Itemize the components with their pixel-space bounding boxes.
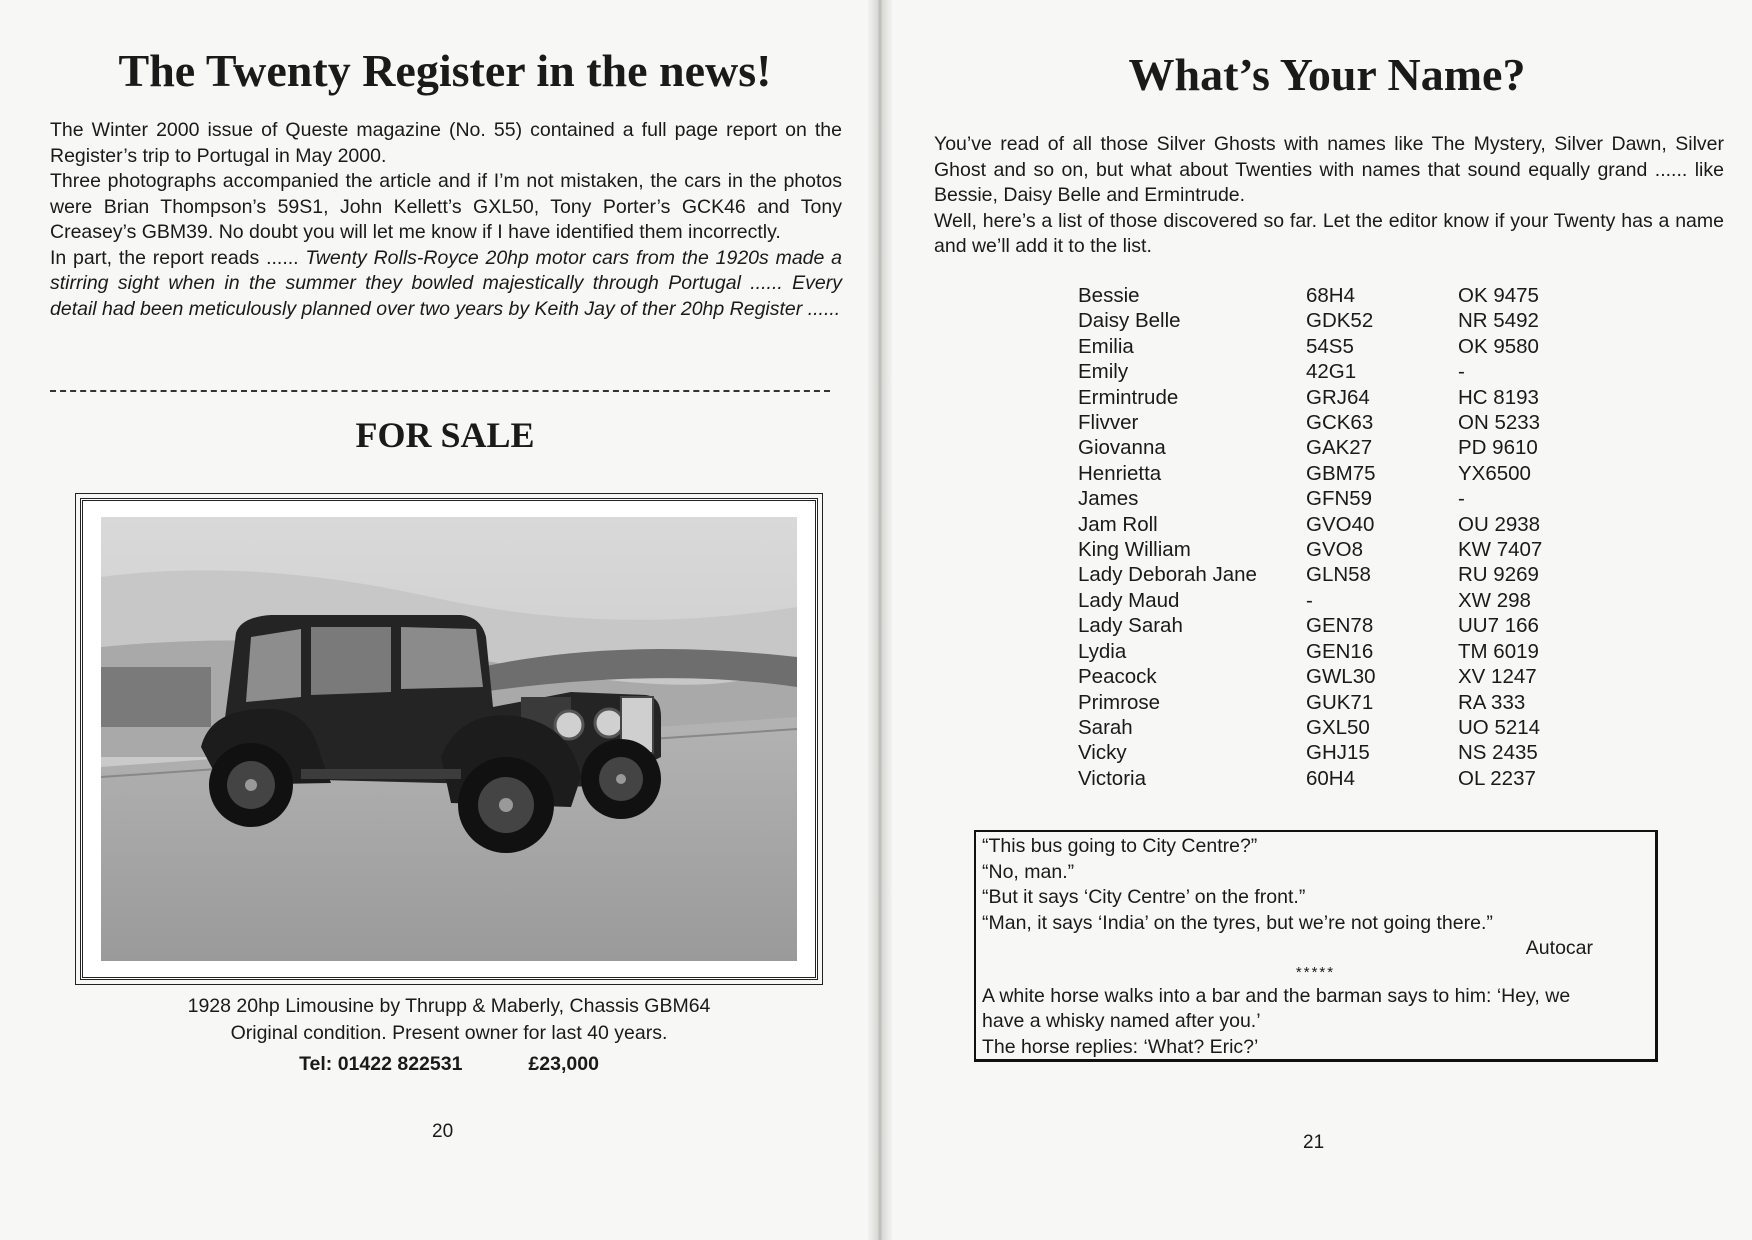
names-intro (934, 132, 1724, 260)
table-row (1078, 385, 1578, 410)
chassis-cell: 68H4 (1306, 284, 1356, 307)
news-paragraph-3 (50, 246, 842, 323)
car-name-cell: Lady Sarah (1078, 614, 1183, 638)
table-row (1078, 690, 1578, 715)
table-row (1078, 461, 1578, 486)
book-gutter (868, 0, 892, 1240)
joke-line-6: have a whisky named after you.’ (982, 1010, 1261, 1032)
joke-attribution: Autocar (1525, 937, 1593, 959)
chassis-cell: GCK63 (1306, 411, 1374, 435)
chassis-cell: GVO8 (1306, 538, 1363, 562)
car-name-cell: Emily (1078, 360, 1129, 384)
chassis-cell: GLN58 (1306, 563, 1371, 587)
joke-line-4: “Man, it says ‘India’ on the tyres, but we’re not going there.” (982, 911, 1493, 934)
car-name-cell: Victoria (1078, 766, 1146, 790)
joke-line-5: A white horse walks into a bar and the barman says to him: ‘Hey, we (982, 984, 1571, 1007)
car-name-cell: Lydia (1078, 639, 1127, 663)
car-name-cell: Peacock (1078, 665, 1157, 689)
chassis-cell: GVO40 (1306, 512, 1375, 536)
chassis-cell: GHJ15 (1306, 741, 1370, 765)
registration-cell: UU7 166 (1458, 614, 1539, 638)
car-name-cell: Henrietta (1078, 461, 1162, 485)
car-name-cell: James (1078, 487, 1139, 511)
photo-caption-line-2: Original condition. Present owner for last 40 years. (230, 1022, 668, 1044)
registration-cell: ON 5233 (1458, 411, 1541, 435)
table-row (1078, 410, 1578, 435)
table-row (1078, 435, 1578, 460)
registration-cell: KW 7407 (1458, 538, 1543, 562)
car-name-cell: Bessie (1078, 284, 1140, 307)
joke-line-3: “But it says ‘City Centre’ on the front.” (982, 886, 1306, 908)
names-paragraph-2: Well, here’s a list of those discovered so far. Let the editor know if your Twenty has a name and we’ll add it to the list. (934, 209, 1724, 257)
table-row (1078, 562, 1578, 587)
registration-cell: OK 9580 (1458, 334, 1539, 358)
chassis-cell: GBM75 (1306, 461, 1376, 485)
page-number-left: 20 (432, 1121, 454, 1142)
sale-contact-row (80, 1053, 818, 1076)
table-row (1078, 334, 1578, 359)
registration-cell: XV 1247 (1458, 665, 1537, 689)
table-row (1078, 664, 1578, 689)
table-row (1078, 512, 1578, 537)
table-row (1078, 588, 1578, 613)
table-row (1078, 283, 1578, 308)
car-name-cell: Giovanna (1078, 436, 1166, 460)
car-name-cell: Emilia (1078, 334, 1134, 358)
page-number-right: 21 (1303, 1132, 1325, 1153)
telephone-number: Tel: 01422 822531 (299, 1053, 463, 1075)
registration-cell: NS 2435 (1458, 741, 1538, 765)
joke-line-7: The horse replies: ‘What? Eric?’ (982, 1035, 1259, 1058)
report-quote: Twenty Rolls-Royce 20hp motor cars from the 1920s made a stirring sight when in the summer they bowled majestically through Portugal ...... Every detail had been meticulously planned over two years by Keith Jay of ther 20hp Register ...... (50, 246, 842, 320)
table-row (1078, 715, 1578, 740)
car-name-cell: Vicky (1078, 741, 1127, 765)
photo-caption-line-1: 1928 20hp Limousine by Thrupp & Maberly, Chassis GBM64 (187, 995, 711, 1017)
names-heading: What’s Your Name? (1128, 49, 1526, 100)
chassis-cell: GXL50 (1306, 715, 1370, 739)
registration-cell: OU 2938 (1458, 512, 1541, 536)
registration-cell: XW 298 (1458, 588, 1531, 612)
for-sale-heading: FOR SALE (355, 415, 535, 455)
registration-cell: - (1458, 487, 1465, 511)
registration-cell: OK 9475 (1458, 284, 1539, 307)
news-article (50, 118, 842, 322)
jokes-box (974, 830, 1658, 1062)
car-name-cell: Jam Roll (1078, 512, 1158, 536)
chassis-cell: GEN78 (1306, 614, 1374, 638)
joke-line-2: “No, man.” (982, 860, 1075, 883)
car-name-cell: Daisy Belle (1078, 309, 1181, 333)
registration-cell: UO 5214 (1458, 715, 1541, 739)
news-paragraph-1: The Winter 2000 issue of Queste magazine (No. 55) contained a full page report on the Register’s trip to Portugal in May 2000. (50, 119, 842, 167)
chassis-cell: GEN16 (1306, 639, 1374, 663)
chassis-cell: GRJ64 (1306, 385, 1370, 409)
dashed-divider (50, 390, 830, 392)
car-name-cell: Sarah (1078, 715, 1133, 739)
chassis-cell: GAK27 (1306, 436, 1373, 460)
chassis-cell: GDK52 (1306, 309, 1374, 333)
table-row (1078, 613, 1578, 638)
car-name-cell: Ermintrude (1078, 385, 1179, 409)
report-intro: In part, the report reads ...... (50, 246, 299, 269)
registration-cell: PD 9610 (1458, 436, 1538, 460)
chassis-cell: GUK71 (1306, 690, 1374, 714)
news-paragraph-2: Three photographs accompanied the article and if I’m not mistaken, the cars in the photos were Brian Thompson’s 59S1, John Kellett’s GXL50, Tony Porter’s GCK46 and Tony Creasey’s GBM39. No doubt you will let me know if I have identified them incorrectly. (50, 170, 842, 243)
car-name-cell: Primrose (1078, 690, 1161, 714)
car-name-cell: Lady Maud (1078, 588, 1180, 612)
chassis-cell: 42G1 (1306, 360, 1357, 384)
news-heading: The Twenty Register in the news! (118, 45, 772, 96)
registration-cell: RU 9269 (1458, 563, 1539, 587)
sale-price: £23,000 (528, 1053, 599, 1075)
car-name-cell: King William (1078, 538, 1191, 562)
registration-cell: OL 2237 (1458, 766, 1536, 790)
table-row (1078, 486, 1578, 511)
joke-separator: ***** (1295, 963, 1336, 981)
car-name-cell: Lady Deborah Jane (1078, 563, 1257, 587)
chassis-cell: 54S5 (1306, 334, 1354, 358)
chassis-cell: 60H4 (1306, 766, 1356, 790)
registration-cell: YX6500 (1458, 461, 1531, 485)
registration-cell: HC 8193 (1458, 385, 1539, 409)
chassis-cell: GFN59 (1306, 487, 1373, 511)
table-row (1078, 766, 1578, 791)
registration-cell: RA 333 (1458, 690, 1526, 714)
table-row (1078, 359, 1578, 384)
registration-cell: NR 5492 (1458, 309, 1539, 333)
registration-cell: TM 6019 (1458, 639, 1539, 663)
table-row (1078, 740, 1578, 765)
car-name-cell: Flivver (1078, 411, 1139, 435)
registration-cell: - (1458, 360, 1465, 384)
table-row (1078, 537, 1578, 562)
car-names-table (1078, 283, 1578, 791)
car-photo-frame (80, 498, 818, 980)
limousine-photo (101, 517, 797, 961)
chassis-cell: GWL30 (1306, 665, 1376, 689)
table-row (1078, 308, 1578, 333)
names-paragraph-1: You’ve read of all those Silver Ghosts with names like The Mystery, Silver Dawn, Silver Ghost and so on, but what about Twenties with names that sound equally grand ...... like Bessie, Daisy Belle and Ermintrude. (934, 133, 1724, 206)
joke-line-1: “This bus going to City Centre?” (982, 835, 1258, 857)
table-row (1078, 639, 1578, 664)
chassis-cell: - (1306, 588, 1313, 612)
